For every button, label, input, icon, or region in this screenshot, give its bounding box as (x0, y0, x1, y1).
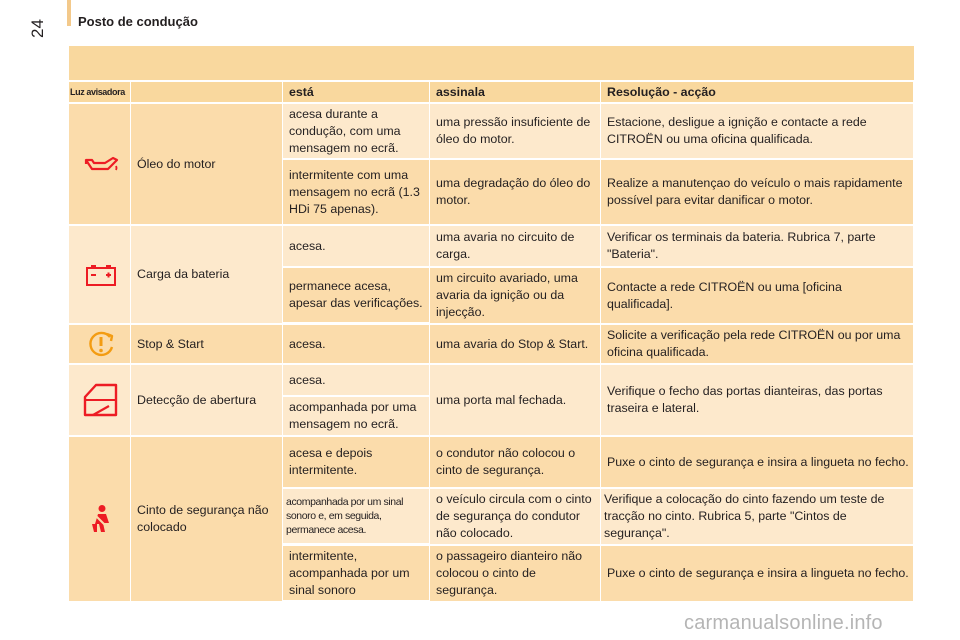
oil-signals-2: uma degradação do óleo do motor. (430, 160, 601, 226)
seatbelt-light-cell (69, 437, 131, 603)
oil-light-name: Óleo do motor (131, 104, 283, 226)
battery-light-name: Carga da bateria (131, 226, 283, 325)
watermark: carmanualsonline.info (684, 612, 883, 634)
column-header-signals: assinala (430, 82, 601, 104)
stop-start-state: acesa. (283, 325, 430, 365)
battery-light-cell (69, 226, 131, 325)
stop-start-light-cell (69, 325, 131, 365)
stop-start-light-name: Stop & Start (131, 325, 283, 365)
oil-action-1: Estacione, desligue a ignição e contacte a rede CITROËN ou uma oficina qualificada. (601, 104, 914, 160)
door-light-name: Detecção de abertura (131, 365, 283, 437)
oil-signals-1: uma pressão insuficiente de óleo do motor. (430, 104, 601, 160)
door-open-icon (81, 382, 121, 418)
oil-state-2: intermitente com uma mensagem no ecrã (1.3 HDi 75 apenas). (283, 160, 430, 226)
door-state-1: acesa. (283, 365, 430, 397)
battery-action-2: Contacte a rede CITROËN ou uma [oficina qualificada]. (601, 268, 914, 325)
stop-start-warning-icon (85, 328, 117, 360)
table-header-band (69, 46, 914, 80)
stop-start-action: Solicite a verificação pela rede CITROËN ou por uma oficina qualificada. (601, 325, 914, 365)
seatbelt-state-2: acompanhada por um sinal sonoro e, em seguida, permanece acesa. (283, 489, 430, 545)
oil-light-cell (69, 104, 131, 226)
seatbelt-action-2: Verifique a colocação do cinto fazendo um teste de tracção no cinto. Rubrica 5, parte "Cintos de segurança". (601, 489, 914, 546)
warning-lights-table (69, 82, 914, 603)
oil-can-icon (82, 153, 120, 175)
oil-state-1: acesa durante a condução, com uma mensagem no ecrã. (283, 104, 430, 160)
battery-signals-1: uma avaria no circuito de carga. (430, 226, 601, 268)
battery-state-2: permanece acesa, apesar das verificações. (283, 268, 430, 324)
page-number: 24 (28, 19, 47, 38)
section-title: Posto de condução (78, 14, 198, 29)
seatbelt-state-1: acesa e depois intermitente. (283, 437, 430, 489)
battery-action-1: Verificar os terminais da bateria. Rubrica 7, parte "Bateria". (601, 226, 914, 268)
seatbelt-action-3: Puxe o cinto de segurança e insira a lingueta no fecho. (601, 546, 914, 603)
column-header-action: Resolução - acção (601, 82, 914, 104)
seatbelt-action-1: Puxe o cinto de segurança e insira a lingueta no fecho. (601, 437, 914, 489)
seatbelt-signals-3: o passageiro dianteiro não colocou o cinto de segurança. (430, 546, 601, 603)
door-action: Verifique o fecho das portas dianteiras, das portas traseira e lateral. (601, 365, 914, 437)
side-accent-bar (67, 0, 71, 26)
seatbelt-icon (87, 504, 115, 534)
column-header-name (131, 82, 283, 104)
stop-start-signals: uma avaria do Stop & Start. (430, 325, 601, 365)
battery-signals-2: um circuito avariado, uma avaria da ignição ou da injecção. (430, 268, 601, 325)
battery-icon (85, 263, 117, 287)
door-signals: uma porta mal fechada. (430, 365, 601, 437)
door-light-cell (69, 365, 131, 437)
oil-action-2: Realize a manutençao do veículo o mais rapidamente possível para evitar danificar o motor. (601, 160, 914, 226)
column-header-warning-light: Luz avisadora (69, 82, 131, 104)
seatbelt-signals-1: o condutor não colocou o cinto de segurança. (430, 437, 601, 489)
battery-state-1: acesa. (283, 226, 430, 268)
seatbelt-state-3: intermitente, acompanhada por um sinal sonoro (283, 546, 430, 602)
column-header-state: está (283, 82, 430, 104)
seatbelt-signals-2: o veículo circula com o cinto de segurança do condutor não colocado. (430, 489, 601, 546)
seatbelt-light-name: Cinto de segurança não colocado (131, 437, 283, 603)
door-state-2: acompanhada por uma mensagem no ecrã. (283, 397, 430, 437)
